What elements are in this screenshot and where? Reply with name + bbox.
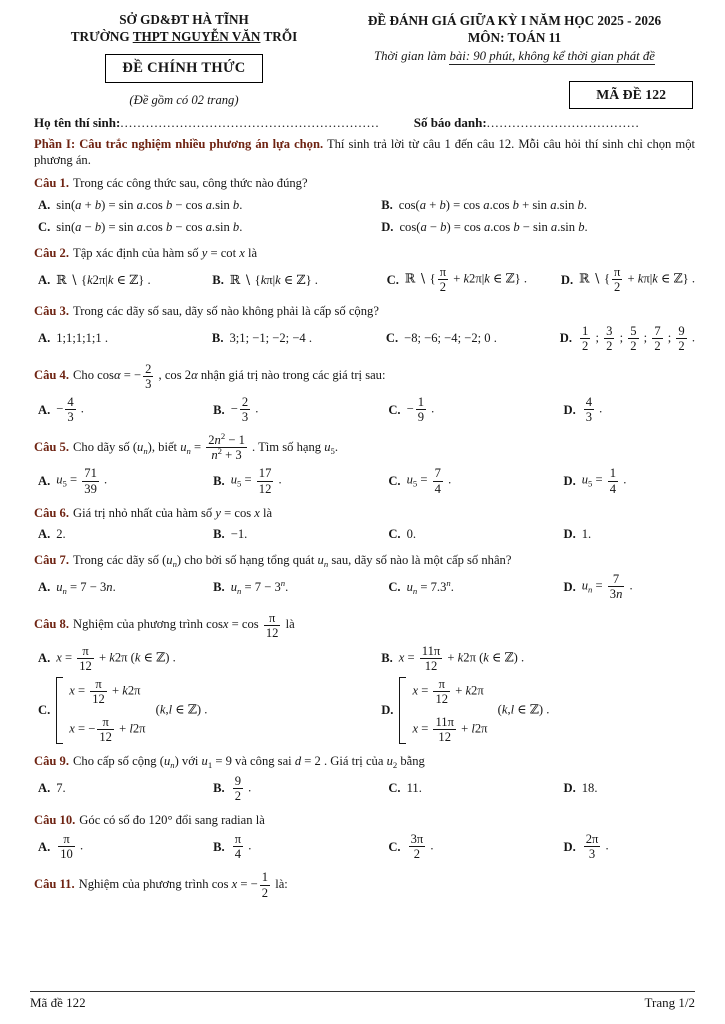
department-name: SỞ GD&ĐT HÀ TĨNH [119, 12, 249, 27]
question-1-options [34, 194, 695, 238]
question-1 [34, 175, 695, 237]
fraction: $\frac{1}{4}$ [609, 466, 617, 496]
fraction: $\frac{7}{4}$ [434, 466, 441, 496]
fraction: $\frac{71}{39}$ [84, 466, 97, 496]
question-7 [34, 552, 695, 604]
question-8 [34, 611, 695, 747]
option-C: C. −8; −6; −4; −2; 0 . [385, 331, 497, 346]
option-letter: C. [385, 331, 399, 346]
option-D: D. $\frac{1}{2}$ ; $\frac{3}{2}$ ; $\frac{5}{2}$ ; $\frac{7}{2}$ ; $\frac{9}{2}$ . [559, 323, 695, 353]
option-letter: B. [213, 579, 225, 594]
option-D: D. $\frac{4}{3}$ . [563, 395, 603, 425]
option-D: D. $u_5$ = $\frac{1}{4}$ . [563, 466, 627, 496]
option-letter: B. [213, 473, 225, 488]
option-letter: B. [381, 197, 393, 212]
question-label: Câu 10. [34, 812, 76, 827]
fraction: $\frac{\pi}{12}$ [265, 610, 279, 640]
option-C: C. $u_n = 7.3^n$. [388, 577, 454, 596]
option-A: A. $\frac{\pi}{10}$ . [38, 832, 84, 862]
exam-title: ĐỀ ĐÁNH GIÁ GIỮA KỲ I NĂM HỌC 2025 - 2026 [367, 13, 662, 28]
option-B: B. $u_n = 7 - 3^n$. [213, 577, 289, 596]
option-letter: C. [388, 579, 401, 594]
cases-bracket: x = $\frac{\pi}{12}$ + k2π x = − $\frac{\pi}{12}$ + l2π [56, 677, 145, 744]
option-letter: B. [213, 402, 225, 417]
option-letter: D. [381, 219, 394, 234]
fraction: $\frac{9}{2}$ [678, 323, 685, 353]
option-B: B. −1. [213, 526, 248, 541]
option-letter: A. [38, 651, 51, 666]
option-B: B. ℝ ∖ {kπ|k ∈ ℤ} . [212, 272, 318, 287]
fraction: $\frac{\pi}{2}$ [614, 265, 621, 295]
option-letter: B. [213, 781, 225, 796]
option-D: D. 1. [563, 526, 592, 541]
option-A: A. $u_n = 7 - 3n$. [38, 579, 116, 596]
option-letter: D. [381, 703, 394, 718]
option-letter: D. [559, 331, 573, 346]
question-4-options [34, 393, 695, 426]
option-letter: C. [386, 272, 399, 287]
option-letter: A. [38, 402, 51, 417]
option-D: D. ℝ ∖ { $\frac{\pi}{2}$ + kπ|k ∈ ℤ} . [560, 265, 695, 295]
fraction: $\frac{1}{2}$ [261, 870, 269, 900]
question-9-options [34, 772, 695, 805]
option-A: A. x = $\frac{\pi}{12}$ + k2π (k ∈ ℤ) . [38, 643, 176, 673]
fraction: $\frac{\pi}{2}$ [439, 265, 447, 295]
question-label: Câu 2. [34, 245, 69, 260]
option-letter: D. [563, 781, 576, 796]
footer-page-number: Trang 1/2 [644, 995, 695, 1011]
fraction: $\frac{\pi}{4}$ [234, 832, 242, 862]
option-C: C. − $\frac{1}{9}$ . [388, 395, 435, 425]
question-label: Câu 1. [34, 176, 69, 191]
question-8-options [34, 642, 695, 747]
option-B: B. x = $\frac{11\pi}{12}$ + k2π (k ∈ ℤ) . [381, 643, 525, 673]
subject-title: MÔN: TOÁN 11 [467, 30, 562, 46]
fraction: $\frac{7}{2}$ [654, 323, 661, 353]
option-C: C. x = $\frac{\pi}{12}$ + k2π x = − $\frac{\pi}{12}$ + l2π (k,l ∈ ℤ) . [38, 676, 208, 745]
question-7-text: Câu 7. Trong các dãy số $(u_n)$ cho bởi số hạng tổng quát $u_n$ sau, dãy số nào là một cấp số nhân? [34, 553, 512, 570]
question-label: Câu 4. [34, 368, 69, 383]
question-7-options [34, 570, 695, 603]
fraction: $\frac{3}{2}$ [606, 323, 613, 353]
question-2-options [34, 263, 695, 296]
option-letter: D. [563, 402, 576, 417]
option-letter: B. [213, 839, 225, 854]
option-letter: A. [38, 272, 51, 287]
student-id-dots: .................................... [486, 114, 640, 130]
option-letter: B. [211, 331, 224, 346]
option-letter: C. [38, 703, 51, 718]
school-name: TRƯỜNG THPT NGUYỄN VĂN TRỖI [70, 28, 298, 44]
option-letter: A. [38, 579, 51, 594]
option-C: C. ℝ ∖ { $\frac{\pi}{2}$ + k2π|k ∈ ℤ} . [386, 265, 527, 295]
option-A: A. ℝ ∖ {k2π|k ∈ ℤ} . [38, 272, 151, 287]
question-label: Câu 3. [34, 304, 69, 319]
official-exam-box: ĐỀ CHÍNH THỨC [105, 54, 262, 83]
option-letter: B. [381, 651, 393, 666]
page-footer [30, 991, 695, 1012]
question-11 [34, 870, 695, 899]
question-3-text: Câu 3. Trong các dãy số sau, dãy số nào không phải là cấp số cộng? [34, 304, 379, 319]
option-C: C. $u_5$ = $\frac{7}{4}$ . [388, 466, 452, 496]
option-letter: D. [563, 839, 576, 854]
option-D: D. 18. [563, 781, 598, 796]
fraction: $\frac{2}{3}$ [145, 361, 152, 392]
option-letter: C. [388, 781, 401, 796]
question-10-text: Câu 10. Góc có số đo 120° đổi sang radian là [34, 812, 265, 827]
option-A: A. − $\frac{4}{3}$ . [38, 395, 84, 425]
option-B: B. $u_5$ = $\frac{17}{12}$ . [213, 466, 282, 496]
fraction: $\frac{4}{3}$ [585, 395, 593, 425]
fraction: $\frac{11\pi}{12}$ [435, 715, 454, 745]
question-label: Câu 6. [34, 505, 69, 520]
question-2 [34, 245, 695, 297]
fraction: $\frac{1}{2}$ [582, 323, 589, 353]
question-6-text: Câu 6. Giá trị nhỏ nhất của hàm số y = cos x là [34, 505, 273, 520]
option-C: C. $\frac{3\pi}{2}$ . [388, 832, 434, 862]
fraction: $\frac{3\pi}{2}$ [410, 832, 424, 862]
option-letter: D. [560, 272, 574, 287]
question-6 [34, 505, 695, 545]
questions-container [34, 175, 695, 899]
question-9-text: Câu 9. Cho cấp số cộng $(u_n)$ với $u_1 = 9$ và công sai d = 2 . Giá trị của $u_2$ bằng [34, 754, 425, 771]
option-A: A. 7. [38, 781, 66, 796]
option-D: D. $\frac{2\pi}{3}$ . [563, 832, 609, 862]
question-5 [34, 433, 695, 497]
fraction: $\frac{2n^2 - 1}{n^2 + 3}$ [208, 431, 245, 463]
option-letter: C. [388, 402, 401, 417]
page-header [34, 12, 695, 109]
question-label: Câu 9. [34, 754, 69, 769]
question-5-options [34, 464, 695, 497]
question-3-options [34, 322, 695, 355]
question-4-text: Câu 4. Cho cosα = − $\frac{2}{3}$ , cos 2α nhận giá trị nào trong các giá trị sau: [34, 361, 386, 392]
question-8-text: Câu 8. Nghiệm của phương trình cosx = cos $\frac{\pi}{12}$ là [34, 610, 295, 640]
option-A: A. $u_5$ = $\frac{71}{39}$ . [38, 466, 108, 496]
question-9 [34, 753, 695, 805]
part1-heading: Phần I: Câu trắc nghiệm nhiều phương án lựa chọn. Thí sinh trả lời từ câu 1 đến câu 12. Mỗi câu hỏi thí sinh chỉ chọn một phương án. [34, 136, 695, 168]
fraction: $\frac{7}{3n}$ [609, 572, 623, 602]
option-letter: D. [563, 579, 576, 594]
option-D: D. x = $\frac{\pi}{12}$ + k2π x = $\frac{11\pi}{12}$ + l2π (k,l ∈ ℤ) . [381, 676, 550, 745]
fraction: $\frac{1}{9}$ [417, 395, 424, 425]
fraction: $\frac{2}{3}$ [241, 395, 249, 425]
header-left [34, 12, 334, 109]
option-letter: D. [563, 473, 576, 488]
time-limit: Thời gian làm bài: 90 phút, không kể thời gian phát đề [374, 49, 655, 64]
student-name-label: Họ tên thí sinh: [34, 114, 121, 130]
option-letter: B. [213, 526, 225, 541]
question-10 [34, 812, 695, 864]
question-1-text: Câu 1. Trong các công thức sau, công thức nào đúng? [34, 176, 308, 191]
fraction: $\frac{5}{2}$ [630, 323, 637, 353]
question-label: Câu 8. [34, 617, 69, 632]
option-B: B. $\frac{9}{2}$ . [213, 773, 252, 803]
question-6-options [34, 523, 695, 545]
question-11-text: Câu 11. Nghiệm của phương trình cos x = − $\frac{1}{2}$ là: [34, 870, 288, 900]
student-info-line [34, 115, 695, 132]
question-10-options [34, 830, 695, 863]
fraction: $\frac{2\pi}{3}$ [585, 832, 599, 862]
option-letter: C. [388, 839, 401, 854]
question-label: Câu 7. [34, 553, 69, 568]
exam-code-box: MÃ ĐỀ 122 [569, 81, 693, 109]
option-letter: A. [38, 526, 51, 541]
header-right [334, 12, 695, 109]
fraction: $\frac{\pi}{12}$ [99, 715, 112, 745]
option-letter: B. [212, 272, 224, 287]
question-2-text: Câu 2. Tập xác định của hàm số y = cot x là [34, 245, 258, 260]
option-letter: A. [38, 839, 51, 854]
question-5-text: Câu 5. Cho dãy số $(u_n)$, biết $u_n$ = $\frac{2n^2 - 1}{n^2 + 3}$ . Tìm số hạng $u_5$. [34, 431, 339, 463]
question-label: Câu 11. [34, 876, 75, 891]
option-letter: C. [388, 473, 401, 488]
option-A: A. 1;1;1;1;1 . [38, 331, 109, 346]
fraction: $\frac{17}{12}$ [258, 466, 272, 496]
option-letter: A. [38, 197, 51, 212]
question-label: Câu 5. [34, 439, 69, 454]
fraction: $\frac{11\pi}{12}$ [421, 643, 441, 673]
option-A: A. 2. [38, 526, 66, 541]
option-B: B. $\frac{\pi}{4}$ . [213, 832, 252, 862]
fraction: $\frac{4}{3}$ [67, 395, 74, 425]
fraction: $\frac{\pi}{10}$ [60, 832, 73, 862]
option-C: C. 0. [388, 526, 417, 541]
fraction: $\frac{\pi}{12}$ [79, 643, 92, 673]
cases-bracket: x = $\frac{\pi}{12}$ + k2π x = $\frac{11\pi}{12}$ + l2π [399, 677, 487, 744]
fraction: $\frac{\pi}{12}$ [92, 676, 105, 707]
option-C: C. 11. [388, 781, 422, 796]
option-D: D. $u_n$ = $\frac{7}{3n}$ . [563, 572, 633, 602]
option-letter: C. [38, 219, 51, 234]
option-A: A. sin(a + b) = sin a.cos b − cos a.sin b. [38, 197, 243, 212]
option-D: D. cos(a − b) = cos a.cos b − sin a.sin b. [381, 219, 588, 234]
option-B: B. − $\frac{2}{3}$ . [213, 395, 259, 425]
pages-note: (Đề gồm có 02 trang) [129, 92, 239, 107]
option-letter: A. [38, 781, 51, 796]
option-letter: A. [38, 331, 51, 346]
fraction: $\frac{9}{2}$ [234, 773, 242, 803]
option-C: C. sin(a − b) = sin a.cos b − cos a.sin b. [38, 219, 243, 234]
option-letter: C. [388, 526, 401, 541]
question-4 [34, 362, 695, 426]
student-id-label: Số báo danh: [413, 114, 487, 130]
student-name-dots: ............................................................. [120, 114, 380, 130]
footer-exam-code: Mã đề 122 [30, 995, 86, 1011]
question-3 [34, 303, 695, 355]
option-letter: A. [38, 473, 51, 488]
fraction: $\frac{\pi}{12}$ [435, 676, 449, 707]
option-B: B. 3;1; −1; −2; −4 . [211, 331, 313, 346]
option-letter: D. [563, 526, 576, 541]
option-B: B. cos(a + b) = cos a.cos b + sin a.sin b. [381, 197, 587, 212]
